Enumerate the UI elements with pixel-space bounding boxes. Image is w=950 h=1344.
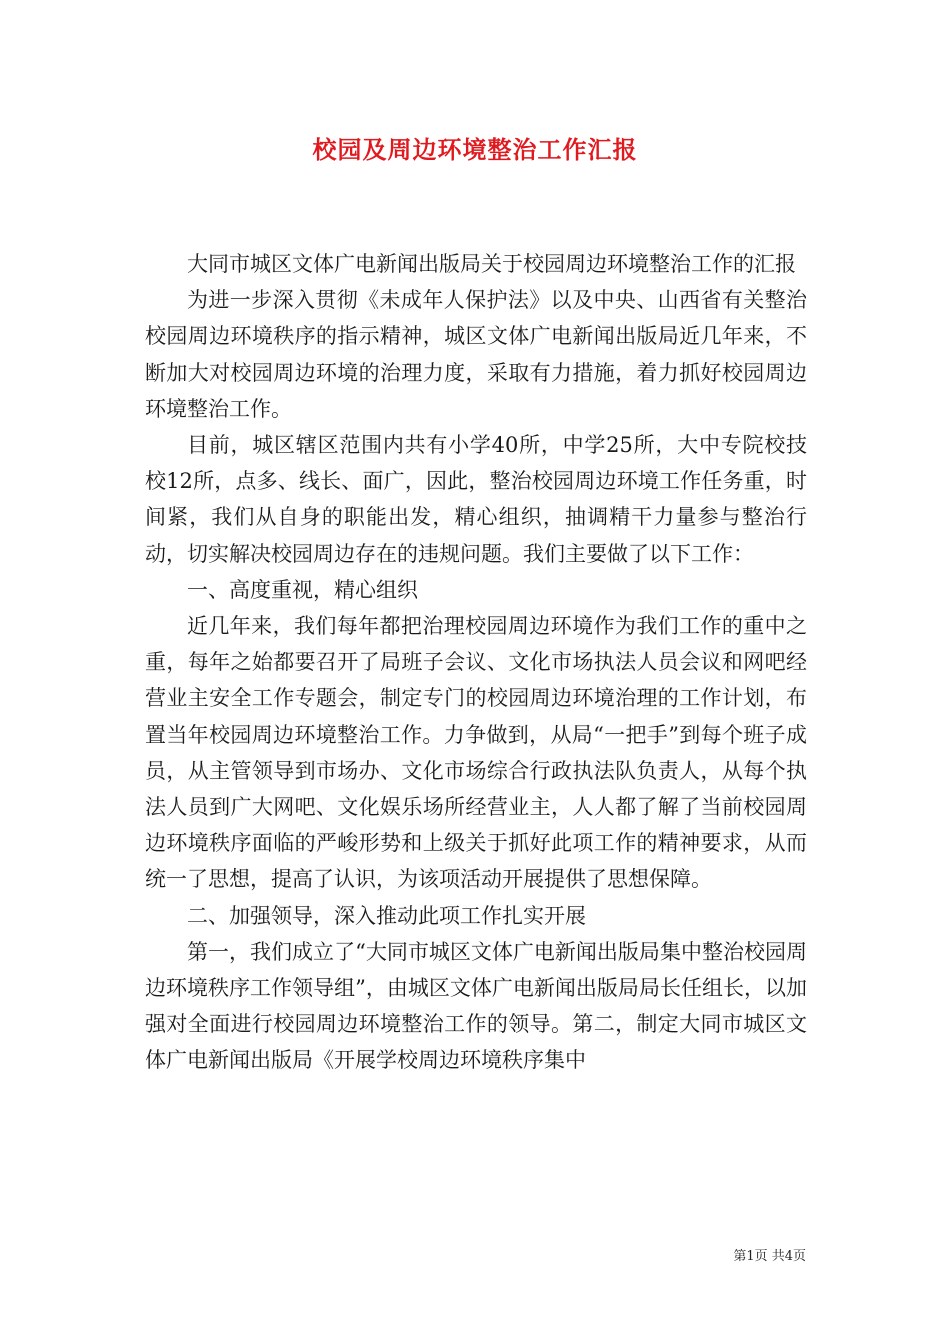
section-heading-2: 二、加强领导，深入推动此项工作扎实开展 xyxy=(187,903,586,928)
paragraph-report-heading: 大同市城区文体广电新闻出版局关于校园周边环境整治工作的汇报 xyxy=(187,252,796,276)
paragraph-section-1: 近几年来，我们每年都把治理校园周边环境作为我们工作的重中之重，每年之始都要召开了局班子会议、文化市场执法人员会议和网吧经营业主安全工作专题会，制定专门的校园周边环境治理的工作计划，布置当年校园周边环境整治工作。力争做到，从局“一把手”到每个班子成员，从主管领导到市场办、文化市场综合行政执法队负责人，从每个执法人员到广大网吧、文化娱乐场所经营业主，人人都了解了当前校园周边环境秩序面临的严峻形势和上级关于抓好此项工作的精神要求，从而统一了思想，提高了认识，为该项活动开展提供了思想保障。 xyxy=(145,614,807,892)
paragraph-intro: 为进一步深入贯彻《未成年人保护法》以及中央、山西省有关整治校园周边环境秩序的指示精神，城区文体广电新闻出版局近几年来，不断加大对校园周边环境的治理力度，采取有力措施，着力抓好校园周边环境整治工作。 xyxy=(145,288,807,421)
page-number: 第1页 共4页 xyxy=(733,1249,806,1264)
section-heading-1: 一、高度重视，精心组织 xyxy=(187,577,418,602)
page-title: 校园及周边环境整治工作汇报 xyxy=(312,135,638,164)
document-body xyxy=(145,246,807,1079)
paragraph-current-situation: 目前，城区辖区范围内共有小学40所，中学25所，大中专院校技校12所，点多、线长、面广，因此，整治校园周边环境工作任务重，时间紧，我们从自身的职能出发，精心组织，抽调精干力量参与整治行动，切实解决校园周边存在的违规问题。我们主要做了以下工作： xyxy=(145,433,807,566)
paragraph-section-2: 第一，我们成立了“大同市城区文体广电新闻出版局集中整治校园周边环境秩序工作领导组”，由城区文体广电新闻出版局局长任组长，以加强对全面进行校园周边环境整治工作的领导。第二，制定大同市城区文体广电新闻出版局《开展学校周边环境秩序集中 xyxy=(145,939,807,1073)
